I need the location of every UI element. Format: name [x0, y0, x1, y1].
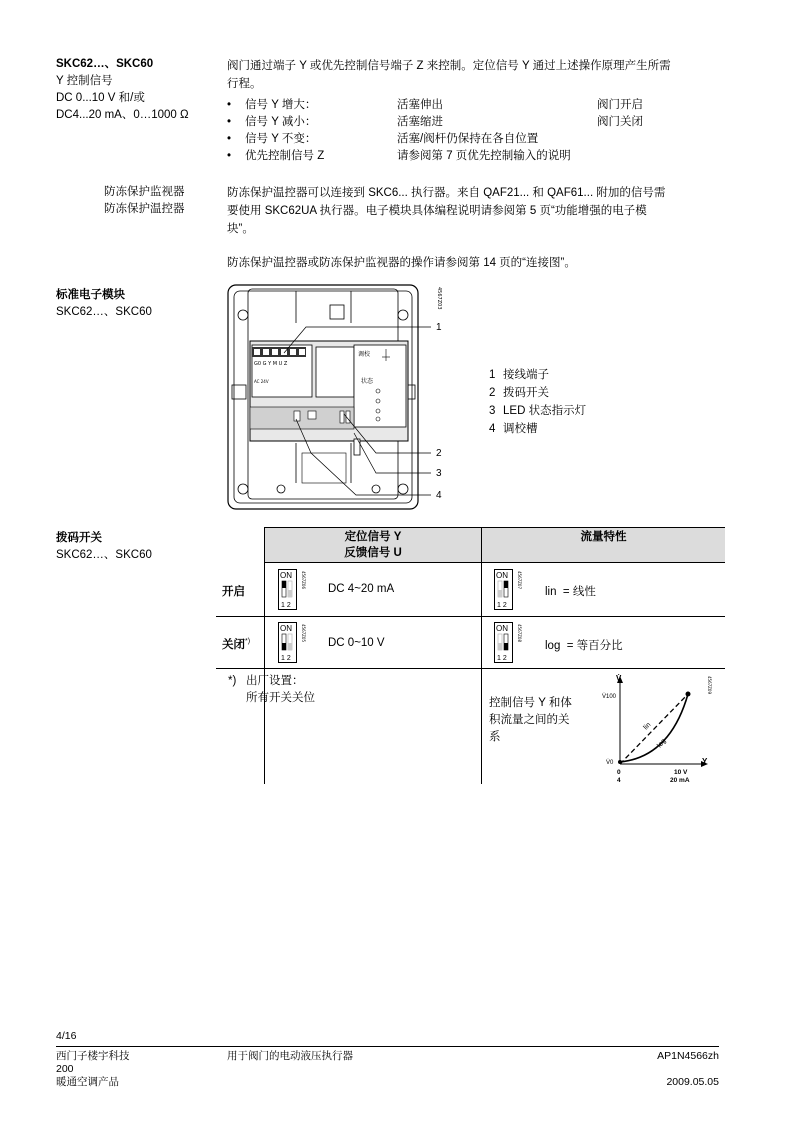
page-number: 4/16: [56, 1030, 77, 1042]
graph-code: 4567Z09: [707, 676, 712, 695]
section-title: 标准电子模块: [56, 289, 125, 301]
terminal-labels: G0 G Y M U Z: [254, 361, 288, 367]
svg-text:ON: ON: [496, 624, 508, 633]
callout-4: 4: [436, 490, 442, 501]
dip-switch-icon: [278, 569, 312, 611]
svg-text:ON: ON: [280, 624, 292, 633]
adjust-label: 调校: [358, 351, 371, 358]
row-label-off: 关闭*): [222, 638, 251, 651]
dip-switch-icon: [494, 569, 528, 611]
frost-label: [104, 184, 185, 218]
doc-date: 2009.05.05: [666, 1076, 719, 1088]
svg-text:1 2: 1 2: [281, 655, 291, 662]
module-label: [56, 287, 152, 321]
v-axis-label: V̇: [616, 674, 622, 683]
callout-1: 1: [436, 322, 442, 333]
label-line: 防冻保护温控器: [104, 203, 185, 215]
label-line: 防冻保护监视器: [104, 186, 185, 198]
legend-item: 4 调校槽: [489, 423, 538, 435]
table-rule: [216, 668, 725, 669]
row-label-on: 开启: [222, 586, 245, 598]
text-line: 块”。: [227, 223, 254, 235]
table-rule: [216, 616, 725, 617]
callout-3: 3: [436, 468, 442, 479]
dip-switch-icon: [278, 622, 312, 664]
intro-line: 阀门通过端子 Y 或优先控制信号端子 Z 来控制。定位信号 Y 通过上述操作原理产生所需: [227, 60, 671, 72]
dip-label: [56, 530, 152, 564]
label-line: DC 0...10 V 和/或: [56, 92, 145, 104]
model-title: SKC62…、SKC60: [56, 58, 154, 70]
intro-line: 行程。: [227, 78, 262, 90]
svg-text:4567Z05: 4567Z05: [301, 624, 306, 643]
signal-value: DC 4~20 mA: [328, 583, 395, 595]
graph-description: 控制信号 Y 和体 积流量之间的关 系: [489, 697, 572, 743]
label-line: Y 控制信号: [56, 75, 113, 87]
dip-switch-icon: [494, 622, 528, 664]
svg-text:4567Z07: 4567Z07: [517, 571, 522, 590]
text-line: 要使用 SKC62UA 执行器。电子模块具体编程说明请参阅第 5 页“功能增强的电子模: [227, 205, 647, 217]
signal-label: [56, 56, 189, 124]
module-legend: [489, 366, 586, 438]
col2-header: 流量特性: [580, 531, 627, 543]
frost-text: [227, 184, 727, 238]
svg-text:ON: ON: [280, 571, 292, 580]
section-sub: SKC62…、SKC60: [56, 549, 152, 561]
list-item: • 信号 Y 增大： 活塞伸出 阀门开启: [227, 99, 643, 111]
flow-value: log = 等百分比: [545, 640, 623, 652]
signal-value: DC 0~10 V: [328, 637, 385, 649]
signal-bullets: [227, 97, 727, 165]
doc-title: 用于阀门的电动液压执行器: [227, 1050, 353, 1062]
v0-label: V̇0: [606, 760, 614, 766]
legend-item: 2 拨码开关: [489, 387, 549, 399]
callout-2: 2: [436, 448, 442, 459]
v100-label: V̇100: [602, 694, 617, 700]
footer-rule: [56, 1046, 719, 1047]
svg-text:4567Z08: 4567Z08: [517, 624, 522, 643]
company-info: 西门子楼宇科技 200 暖通空调产品: [56, 1050, 130, 1088]
table-rule: [481, 527, 482, 784]
x-tick-1b: 20 mA: [670, 777, 690, 784]
lin-curve-label: lin: [642, 721, 653, 732]
flow-characteristic-graph: [600, 672, 724, 786]
section-sub: SKC62…、SKC60: [56, 306, 152, 318]
legend-item: 3 LED 状态指示灯: [489, 405, 587, 417]
list-item: • 优先控制信号 Z 请参阅第 7 页优先控制输入的说明: [227, 150, 571, 162]
frost-text-2: 防冻保护温控器或防冻保护监视器的操作请参阅第 14 页的“连接图”。: [227, 257, 576, 269]
list-item: • 信号 Y 减小： 活塞缩进 阀门关闭: [227, 116, 643, 128]
y-axis-label: Y: [702, 757, 708, 766]
x-tick-0b: 4: [617, 777, 621, 784]
status-label: 状态: [361, 378, 374, 385]
text-line: 防冻保护温控器可以连接到 SKC6... 执行器。来自 QAF21... 和 QAF61... 附加的信号需: [227, 187, 666, 199]
svg-text:4567Z06: 4567Z06: [301, 571, 306, 590]
flow-value: lin = 线性: [545, 586, 596, 598]
intro-text: [227, 57, 727, 93]
legend-item: 1 接线端子: [489, 369, 549, 381]
label-line: DC4...20 mA、0…1000 Ω: [56, 109, 189, 121]
svg-text:ON: ON: [496, 571, 508, 580]
factory-note: *) 出厂设置： 所有开关关位: [228, 675, 315, 704]
supply-label: AC 24V: [254, 379, 269, 384]
figure-code: 4567Z03: [436, 287, 442, 310]
section-title: 拨码开关: [56, 532, 102, 544]
svg-text:1 2: 1 2: [497, 602, 507, 609]
doc-id: AP1N4566zh: [657, 1050, 719, 1062]
list-item: • 信号 Y 不变： 活塞/阀杆仍保持在各自位置: [227, 133, 539, 145]
x-tick-0: 0: [617, 769, 621, 776]
svg-text:1 2: 1 2: [281, 602, 291, 609]
module-diagram: [226, 283, 448, 511]
svg-text:1 2: 1 2: [497, 655, 507, 662]
table-rule: [264, 527, 265, 784]
log-curve-label: log: [656, 737, 668, 750]
col1-header: 定位信号 Y 反馈信号 U: [344, 531, 402, 559]
x-tick-1: 10 V: [674, 769, 688, 776]
